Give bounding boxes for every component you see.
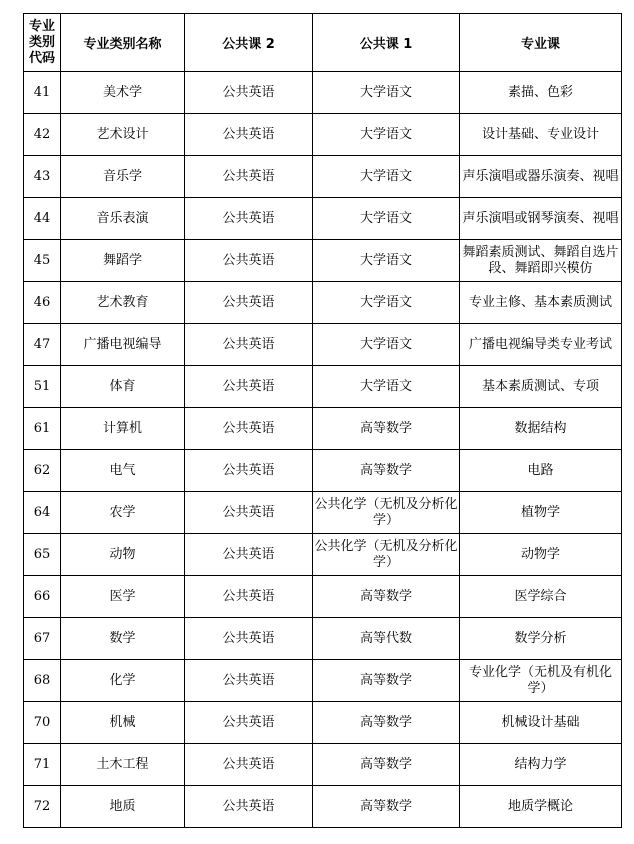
cell-major: 声乐演唱或钢琴演奏、视唱 (460, 198, 622, 240)
cell-major: 数学分析 (460, 618, 622, 660)
table-row (24, 72, 622, 114)
cell-name: 音乐表演 (61, 198, 185, 240)
cell-major: 广播电视编导类专业考试 (460, 324, 622, 366)
header-major: 专业课 (460, 14, 622, 72)
cell-code: 42 (24, 114, 61, 156)
cell-code: 68 (24, 660, 61, 702)
header-row (24, 14, 622, 72)
cell-name: 体育 (61, 366, 185, 408)
cell-major: 医学综合 (460, 576, 622, 618)
table-row (24, 576, 622, 618)
table-row (24, 492, 622, 534)
table-row (24, 240, 622, 282)
cell-public2: 公共英语 (185, 660, 313, 702)
cell-major: 素描、色彩 (460, 72, 622, 114)
cell-major: 基本素质测试、专项 (460, 366, 622, 408)
cell-public1: 大学语文 (313, 366, 460, 408)
cell-name: 农学 (61, 492, 185, 534)
header-public2: 公共课 2 (185, 14, 313, 72)
cell-name: 动物 (61, 534, 185, 576)
cell-public1: 公共化学（无机及分析化学） (313, 534, 460, 576)
cell-public1: 高等数学 (313, 660, 460, 702)
cell-public1: 大学语文 (313, 240, 460, 282)
cell-major: 数据结构 (460, 408, 622, 450)
cell-code: 43 (24, 156, 61, 198)
cell-code: 67 (24, 618, 61, 660)
cell-name: 化学 (61, 660, 185, 702)
cell-name: 计算机 (61, 408, 185, 450)
cell-major: 动物学 (460, 534, 622, 576)
cell-public2: 公共英语 (185, 408, 313, 450)
header-name: 专业类别名称 (61, 14, 185, 72)
cell-name: 土木工程 (61, 744, 185, 786)
cell-public2: 公共英语 (185, 366, 313, 408)
cell-public1: 大学语文 (313, 198, 460, 240)
cell-public1: 大学语文 (313, 72, 460, 114)
table-row (24, 534, 622, 576)
table-row (24, 282, 622, 324)
cell-public1: 高等数学 (313, 408, 460, 450)
cell-public1: 大学语文 (313, 114, 460, 156)
cell-code: 72 (24, 786, 61, 828)
table-row (24, 366, 622, 408)
header-code: 专业类别代码 (24, 14, 61, 72)
cell-name: 美术学 (61, 72, 185, 114)
cell-major: 设计基础、专业设计 (460, 114, 622, 156)
cell-code: 62 (24, 450, 61, 492)
cell-public1: 公共化学（无机及分析化学） (313, 492, 460, 534)
cell-code: 64 (24, 492, 61, 534)
cell-major: 舞蹈素质测试、舞蹈自选片段、舞蹈即兴模仿 (460, 240, 622, 282)
table-row (24, 702, 622, 744)
cell-major: 地质学概论 (460, 786, 622, 828)
cell-code: 47 (24, 324, 61, 366)
cell-public2: 公共英语 (185, 114, 313, 156)
cell-public1: 高等数学 (313, 576, 460, 618)
cell-public2: 公共英语 (185, 786, 313, 828)
cell-name: 舞蹈学 (61, 240, 185, 282)
table-row (24, 198, 622, 240)
cell-name: 电气 (61, 450, 185, 492)
cell-public1: 高等数学 (313, 744, 460, 786)
cell-public2: 公共英语 (185, 534, 313, 576)
cell-code: 44 (24, 198, 61, 240)
cell-code: 45 (24, 240, 61, 282)
table-row (24, 114, 622, 156)
cell-public2: 公共英语 (185, 450, 313, 492)
cell-code: 65 (24, 534, 61, 576)
table-row (24, 618, 622, 660)
table-row (24, 786, 622, 828)
cell-major: 电路 (460, 450, 622, 492)
cell-major: 机械设计基础 (460, 702, 622, 744)
table-row (24, 324, 622, 366)
cell-public2: 公共英语 (185, 492, 313, 534)
cell-name: 数学 (61, 618, 185, 660)
cell-public2: 公共英语 (185, 72, 313, 114)
cell-major: 专业化学（无机及有机化学） (460, 660, 622, 702)
cell-public2: 公共英语 (185, 618, 313, 660)
table-body (24, 72, 622, 828)
cell-public1: 高等数学 (313, 786, 460, 828)
cell-major: 声乐演唱或器乐演奏、视唱 (460, 156, 622, 198)
cell-name: 音乐学 (61, 156, 185, 198)
cell-name: 艺术设计 (61, 114, 185, 156)
cell-public1: 大学语文 (313, 282, 460, 324)
cell-major: 植物学 (460, 492, 622, 534)
cell-public1: 大学语文 (313, 324, 460, 366)
cell-name: 地质 (61, 786, 185, 828)
cell-public1: 大学语文 (313, 156, 460, 198)
cell-name: 医学 (61, 576, 185, 618)
table-row (24, 450, 622, 492)
cell-code: 51 (24, 366, 61, 408)
cell-code: 41 (24, 72, 61, 114)
cell-public2: 公共英语 (185, 198, 313, 240)
cell-major: 结构力学 (460, 744, 622, 786)
cell-public2: 公共英语 (185, 240, 313, 282)
cell-public2: 公共英语 (185, 156, 313, 198)
cell-public2: 公共英语 (185, 282, 313, 324)
cell-name: 艺术教育 (61, 282, 185, 324)
cell-public2: 公共英语 (185, 702, 313, 744)
table-row (24, 156, 622, 198)
cell-major: 专业主修、基本素质测试 (460, 282, 622, 324)
cell-code: 66 (24, 576, 61, 618)
cell-public1: 高等数学 (313, 450, 460, 492)
cell-code: 70 (24, 702, 61, 744)
header-public1: 公共课 1 (313, 14, 460, 72)
cell-public2: 公共英语 (185, 576, 313, 618)
cell-code: 46 (24, 282, 61, 324)
cell-public2: 公共英语 (185, 744, 313, 786)
cell-code: 61 (24, 408, 61, 450)
cell-name: 机械 (61, 702, 185, 744)
table-row (24, 744, 622, 786)
table-row (24, 408, 622, 450)
cell-name: 广播电视编导 (61, 324, 185, 366)
major-category-table (23, 13, 622, 828)
table-header (24, 14, 622, 72)
cell-public2: 公共英语 (185, 324, 313, 366)
table-row (24, 660, 622, 702)
cell-public1: 高等代数 (313, 618, 460, 660)
cell-code: 71 (24, 744, 61, 786)
cell-public1: 高等数学 (313, 702, 460, 744)
